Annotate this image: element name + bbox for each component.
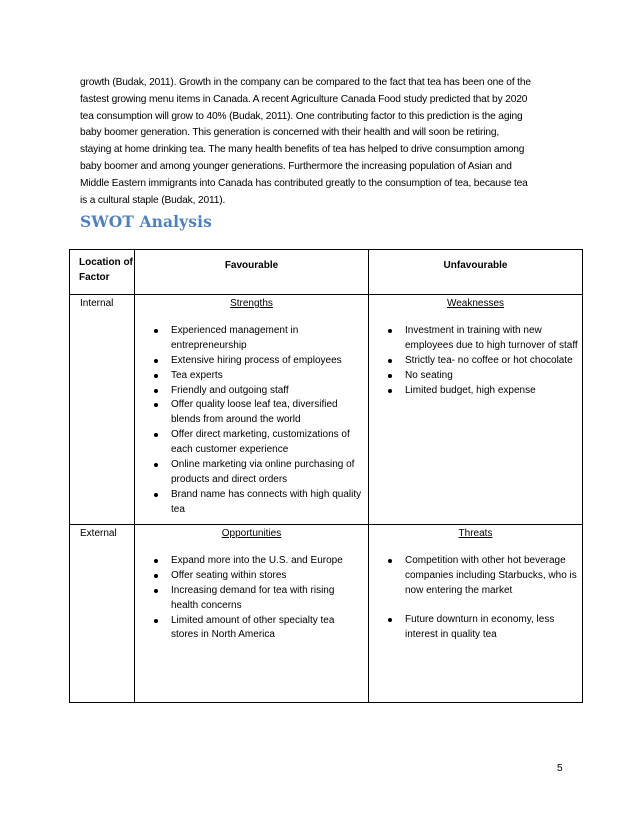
opportunities-title: Opportunities: [221, 528, 282, 539]
threats-cell: [369, 525, 583, 703]
strengths-title: Strengths: [230, 298, 273, 309]
paragraph-line: fastest growing menu items in Canada. A recent Agriculture Canada Food study predicted that by 2020: [80, 93, 528, 105]
list-item: Competition with other hot beverage companies including Starbucks, who is now entering the market: [405, 554, 578, 599]
paragraph-line: baby boomer generation. This generation is concerned with their health and will soon be retiring,: [80, 127, 500, 139]
threats-list: [369, 554, 582, 643]
row-label-internal: Internal: [70, 295, 135, 525]
list-item: Strictly tea- no coffee or hot chocolate: [405, 354, 578, 369]
opportunities-cell: [135, 525, 369, 703]
list-item: Expand more into the U.S. and Europe: [171, 554, 364, 569]
header-location: Location of Factor: [70, 250, 135, 295]
opportunities-list: [135, 554, 368, 643]
table-row-external: [70, 525, 583, 703]
list-item: Offer seating within stores: [171, 569, 364, 584]
list-item: Investment in training with new employees due to high turnover of staff: [405, 324, 578, 354]
paragraph-line: tea consumption will grow to 40% (Budak, 2011). One contributing factor to this prediction is the aging: [80, 110, 523, 122]
table-header-row: [70, 250, 583, 295]
paragraph-line: is a cultural staple (Budak, 2011).: [80, 194, 226, 206]
list-item: Experienced management in entrepreneurship: [171, 324, 364, 354]
paragraph-line: growth (Budak, 2011). Growth in the company can be compared to the fact that tea has been one of the: [80, 77, 531, 88]
list-item: Extensive hiring process of employees: [171, 354, 364, 369]
page-number: 5: [557, 763, 563, 774]
list-item: Tea experts: [171, 369, 364, 384]
strengths-list: [135, 324, 368, 518]
list-item: No seating: [405, 369, 578, 384]
list-item: Brand name has connects with high quality tea: [171, 488, 364, 518]
list-item: Offer quality loose leaf tea, diversified blends from around the world: [171, 398, 364, 428]
section-heading: SWOT Analysis: [80, 212, 212, 231]
swot-table: [69, 249, 583, 703]
header-favourable: Favourable: [135, 250, 369, 295]
list-item: Offer direct marketing, customizations of each customer experience: [171, 428, 364, 458]
paragraph-line: baby boomer and among younger generations. Furthermore the increasing population of Asian and: [80, 160, 512, 172]
list-item: Increasing demand for tea with rising health concerns: [171, 584, 364, 614]
threats-title: Threats: [458, 528, 493, 539]
list-item: Online marketing via online purchasing of products and direct orders: [171, 458, 364, 488]
weaknesses-list: [369, 324, 582, 399]
list-item: Limited amount of other specialty tea stores in North America: [171, 614, 364, 644]
paragraph-line: Middle Eastern immigrants into Canada has contributed greatly to the consumption of tea, because tea: [80, 177, 528, 189]
list-item: Friendly and outgoing staff: [171, 384, 364, 399]
strengths-cell: [135, 295, 369, 525]
list-item: Future downturn in economy, less interest in quality tea: [405, 613, 578, 643]
row-label-external: External: [70, 525, 135, 703]
weaknesses-cell: [369, 295, 583, 525]
weaknesses-title: Weaknesses: [446, 298, 505, 309]
table-row-internal: [70, 295, 583, 525]
header-unfavourable: Unfavourable: [369, 250, 583, 295]
list-item: Limited budget, high expense: [405, 384, 578, 399]
body-paragraph: [80, 75, 580, 209]
paragraph-line: staying at home drinking tea. The many health benefits of tea has helped to drive consumption among: [80, 144, 525, 156]
